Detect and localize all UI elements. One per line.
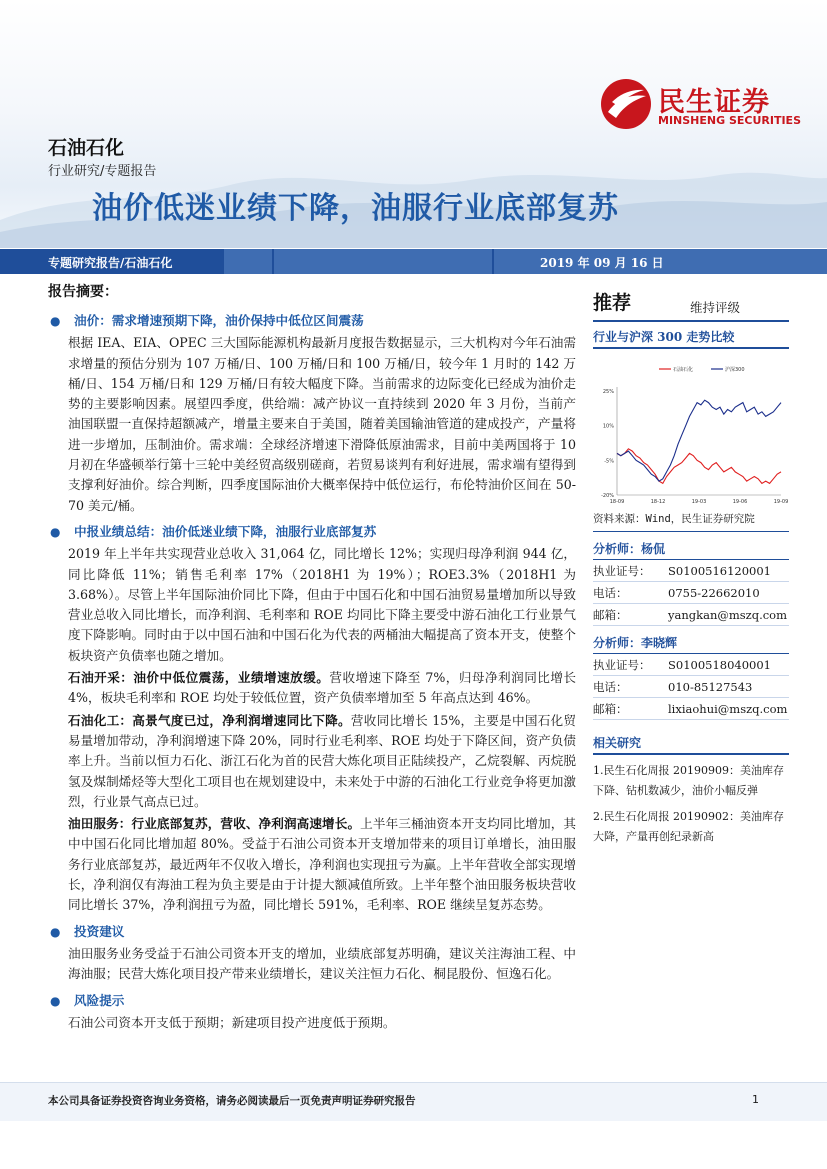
report-title: 油价低迷业绩下降，油服行业底部复苏 bbox=[92, 191, 619, 226]
analyst-phone-row bbox=[593, 582, 789, 604]
info-label: 邮箱： bbox=[593, 607, 628, 622]
related-item-2[interactable]: 2.民生石化周报 20190902：美油库存大降，产量再创纪录新高 bbox=[593, 810, 784, 843]
chart-x-tick-label: 18-09 bbox=[609, 499, 625, 505]
bullet-icon: ● bbox=[50, 524, 61, 539]
footer-disclaimer: 本公司具备证券投资咨询业务资格，请务必阅读最后一页免责声明证券研究报告 bbox=[48, 1095, 416, 1107]
company-logo bbox=[600, 78, 800, 138]
paragraph bbox=[68, 944, 576, 985]
paragraph bbox=[68, 1013, 576, 1033]
paragraph bbox=[68, 333, 576, 516]
chart-y-tick-label: -5% bbox=[604, 458, 614, 465]
section-heading bbox=[48, 522, 576, 542]
data-source: 资料来源：Wind，民生证券研究院 bbox=[593, 511, 789, 532]
report-header bbox=[0, 0, 827, 248]
paragraph bbox=[68, 814, 576, 915]
chart-x-tick-label: 19-03 bbox=[691, 499, 707, 505]
section-heading-text: 风险提示 bbox=[74, 992, 125, 1008]
bullet-icon: ● bbox=[50, 924, 61, 939]
info-label: 电话： bbox=[593, 585, 628, 600]
paragraph-text: 石油公司资本开支低于预期；新建项目投产进度低于预期。 bbox=[68, 1014, 396, 1030]
section-heading bbox=[48, 991, 576, 1011]
chart-x-tick-label: 19-09 bbox=[773, 499, 789, 505]
bullet-icon: ● bbox=[50, 314, 61, 328]
section-heading bbox=[48, 922, 576, 942]
chart-legend-label: 石油石化 bbox=[673, 367, 694, 373]
summary-heading: 报告摘要： bbox=[48, 284, 118, 300]
paragraph-text: 营收同比增长 15%，主要是中国石化贸易量增加带动，净利润增速下降 20%，同时行业毛利率、ROE 均处于下降区间，资产负债率上升。当前以恒力石化、浙江石化为首的民营大炼化项目正陆续投产，乙烷裂解、丙烷脱氢及煤制烯烃等大型化工项目也在规划建设中，未来处于中游的石油化工行业竞争将更加激烈，行业景气高点已过。 bbox=[68, 712, 576, 809]
logo-mark-icon bbox=[600, 78, 652, 130]
analyst-list bbox=[593, 540, 789, 720]
info-label: 邮箱： bbox=[593, 701, 628, 716]
summary-body bbox=[48, 305, 576, 1035]
logo-en-text: MINSHENG SECURITIES bbox=[658, 114, 801, 127]
info-value[interactable]: yangkan@mszq.com bbox=[668, 607, 788, 622]
analyst-cert-row bbox=[593, 560, 789, 582]
paragraph bbox=[68, 544, 576, 666]
related-item-1[interactable]: 1.民生石化周报 20190909：美油库存下降、钻机数减少，油价小幅反弹 bbox=[593, 764, 784, 797]
analyst-email-row bbox=[593, 698, 789, 720]
band-segment bbox=[224, 249, 272, 274]
info-value: 010-85127543 bbox=[668, 679, 753, 694]
logo-cn-text: 民生证券 bbox=[658, 87, 770, 118]
page-number: 1 bbox=[752, 1093, 759, 1106]
report-date: 2019 年 09 月 16 日 bbox=[540, 256, 664, 270]
chart-legend-label: 沪深300 bbox=[725, 367, 745, 373]
chart-x-tick-label: 18-12 bbox=[650, 499, 666, 505]
recommend-label: 推荐 bbox=[593, 292, 632, 314]
info-label: 执业证号： bbox=[593, 657, 651, 672]
chart-series-line bbox=[617, 400, 781, 481]
analyst-email-row bbox=[593, 604, 789, 626]
chart-y-tick-label: 10% bbox=[602, 423, 614, 430]
report-band bbox=[0, 249, 827, 274]
rating-label: 维持评级 bbox=[690, 300, 741, 315]
rating-box bbox=[593, 288, 789, 322]
analyst-cert-row bbox=[593, 654, 789, 676]
section-heading-text: 油价：需求增速预期下降，油价保持中低位区间震荡 bbox=[74, 313, 364, 328]
info-value: S0100516120001 bbox=[668, 563, 771, 578]
paragraph-text: 2019 年上半年共实现营业总收入 31,064 亿，同比增长 12%；实现归母净利润 944 亿，同比降低 11%；销售毛利率 17%（2018H1 为 19%）；ROE3.3%（2018H1 为 3.68%）。尽管上半年国际油价同比下降，但由于中国石化和中国石油贸易量增加所以导致营业总收入同比增长，而净利润、毛利率和 ROE 均同比下降主要受中游石油化工行业景气度下降影响。同时由于以中国石油和中国石化为代表的两桶油大幅提高了资本开支，使整个板块资产负债率也随之增加。 bbox=[68, 546, 576, 663]
related-heading: 相关研究 bbox=[593, 734, 789, 755]
info-label: 执业证号： bbox=[593, 563, 651, 578]
info-label: 电话： bbox=[593, 679, 628, 694]
band-report-category: 专题研究报告/石油石化 bbox=[48, 256, 173, 270]
paragraph-lead: 石油化工：高景气度已过，净利润增速同比下降。 bbox=[68, 712, 351, 728]
section-heading-text: 中报业绩总结：油价低迷业绩下降，油服行业底部复苏 bbox=[74, 523, 377, 539]
info-value[interactable]: lixiaohui@mszq.com bbox=[668, 701, 788, 716]
chart-y-tick-label: -20% bbox=[601, 493, 614, 499]
paragraph-text: 油田服务业务受益于石油公司资本开支的增加，业绩底部复苏明确，建议关注海油工程、中海油服；民营大炼化项目投产带来业绩增长，建议关注恒力石化、桐昆股份、恒逸石化。 bbox=[68, 945, 576, 982]
info-value: 0755-22662010 bbox=[668, 585, 760, 600]
trend-chart-svg bbox=[593, 355, 789, 505]
paragraph bbox=[68, 711, 576, 812]
section-heading bbox=[48, 311, 576, 331]
chart-heading: 行业与沪深 300 走势比较 bbox=[593, 328, 789, 349]
report-type: 行业研究/专题报告 bbox=[48, 164, 157, 179]
paragraph-text: 上半年三桶油资本开支均同比增加，其中中国石化同比增加超 80%。受益于石油公司资本开支增加带来的项目订单增长，油田服务行业底部复苏，最近两年不仅收入增长，净利润也实现扭亏为赢。上半年营收全部实现增长，净利润仅有海油工程为负主要是由于计提大额减值所致。上半年整个油田服务板块营收同比增长 37%，净利润扭亏为盈，同比增长 591%，毛利率、ROE 继续呈复苏态势。 bbox=[68, 816, 577, 913]
chart-y-tick-label: 25% bbox=[602, 389, 614, 395]
analyst-heading: 分析师：李晓辉 bbox=[593, 634, 789, 654]
trend-chart bbox=[593, 355, 789, 505]
band-segment bbox=[274, 249, 492, 274]
info-value: S0100518040001 bbox=[668, 657, 771, 672]
sidebar bbox=[593, 288, 789, 847]
bullet-icon: ● bbox=[50, 993, 61, 1008]
chart-x-tick-label: 19-06 bbox=[732, 499, 748, 505]
chart-series-line bbox=[617, 449, 781, 484]
analyst-heading: 分析师：杨侃 bbox=[593, 540, 789, 560]
analyst-phone-row bbox=[593, 676, 789, 698]
paragraph-lead: 石油开采：油价中低位震荡，业绩增速放缓。 bbox=[68, 670, 330, 686]
paragraph bbox=[68, 668, 576, 709]
paragraph-lead: 油田服务：行业底部复苏，营收、净利润高速增长。 bbox=[68, 816, 361, 832]
industry-name: 石油石化 bbox=[48, 137, 125, 159]
paragraph-text: 营收增速下降至 7%，归母净利润同比增长 4%，板块毛利率和 ROE 均处于较低位置，资产负债率增加至 5 年高点达到 46%。 bbox=[68, 670, 576, 706]
section-heading-text: 投资建议 bbox=[74, 923, 125, 939]
paragraph-text: 根据 IEA、EIA、OPEC 三大国际能源机构最新月度报告数据显示，三大机构对今年石油需求增量的预估分别为 107 万桶/日、100 万桶/日和 100 万桶/日，较今年 1 月时的 142 万桶/日、154 万桶/日和 129 万桶/日有较大幅度下降。当前需求的边际变化已经成为油价走势的主要影响因素。展望四季度，供给端：减产协议一直持续到 2020 年 3 月份，当前产油国联盟一直保持超额减产，增量主要来自于美国，随着美国输油管道的建成投产，产量将进一步增加，压制油价。需求端：全球经济增速下滑降低原油需求，目前中美两国将于 10 月初在华盛顿举行第十三轮中美经贸高级别磋商，若贸易谈判有利好进展，需求端有望得到支撑利好油价。综合判断，四季度国际油价大概率保持中低位运行，布伦特油价区间在 50-70 美元/桶。 bbox=[68, 335, 576, 513]
